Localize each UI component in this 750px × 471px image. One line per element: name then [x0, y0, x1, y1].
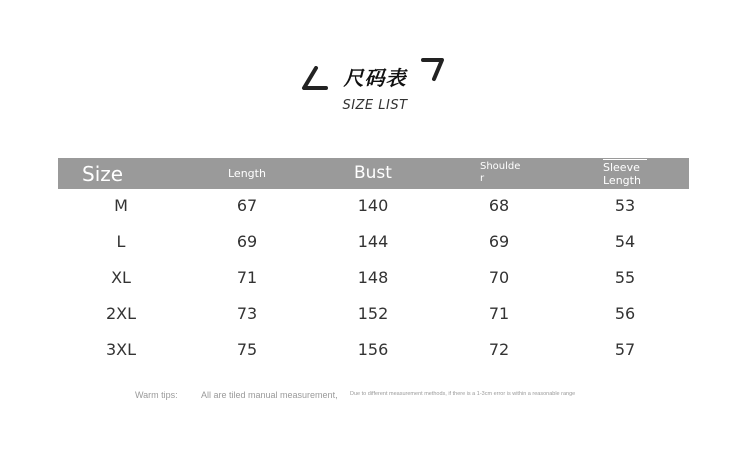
header-length: Length — [228, 167, 266, 180]
cell-size: L — [116, 232, 126, 251]
tips-main-text: All are tiled manual measurement, — [201, 390, 338, 400]
cell-length: 67 — [236, 196, 258, 215]
cell-sleeve-length: 56 — [614, 304, 636, 323]
tips-detail-text: Due to different measurement methods, if there is a 1-3cm error is within a reasonable range — [350, 391, 576, 397]
header-sleeve-line1: Sleeve — [603, 159, 647, 174]
cell-bust: 152 — [357, 304, 389, 323]
cell-size: M — [114, 196, 128, 215]
table-row — [58, 232, 689, 268]
right-bracket-decoration — [420, 55, 448, 85]
cell-size: 3XL — [105, 340, 137, 359]
cell-sleeve-length: 57 — [614, 340, 636, 359]
header-bust: Bust — [354, 163, 392, 183]
cell-length: 75 — [236, 340, 258, 359]
cell-bust: 148 — [357, 268, 389, 287]
title-block — [0, 0, 750, 130]
cell-shoulder: 70 — [488, 268, 510, 287]
cell-shoulder: 69 — [488, 232, 510, 251]
cell-length: 69 — [236, 232, 258, 251]
cell-shoulder: 68 — [488, 196, 510, 215]
tips-label: Warm tips: — [135, 390, 178, 400]
table-row — [58, 340, 689, 376]
cell-bust: 144 — [357, 232, 389, 251]
cell-length: 71 — [236, 268, 258, 287]
header-size: Size — [82, 162, 124, 186]
left-bracket-decoration — [300, 66, 330, 94]
cell-sleeve-length: 53 — [614, 196, 636, 215]
header-sleeve-length — [603, 159, 647, 187]
cell-bust: 140 — [357, 196, 389, 215]
header-shoulder: Shoulder — [480, 161, 521, 184]
cell-size: XL — [111, 268, 131, 287]
header-sleeve-line2: Length — [603, 174, 641, 187]
title-english: SIZE LIST — [342, 98, 408, 113]
cell-length: 73 — [236, 304, 258, 323]
warm-tips — [0, 388, 750, 404]
table-header — [58, 158, 689, 189]
table-row — [58, 268, 689, 304]
cell-shoulder: 72 — [488, 340, 510, 359]
table-row — [58, 196, 689, 232]
title-chinese: 尺码表 — [343, 66, 407, 90]
cell-shoulder: 71 — [488, 304, 510, 323]
table-row — [58, 304, 689, 340]
cell-bust: 156 — [357, 340, 389, 359]
cell-sleeve-length: 54 — [614, 232, 636, 251]
cell-size: 2XL — [105, 304, 137, 323]
cell-sleeve-length: 55 — [614, 268, 636, 287]
